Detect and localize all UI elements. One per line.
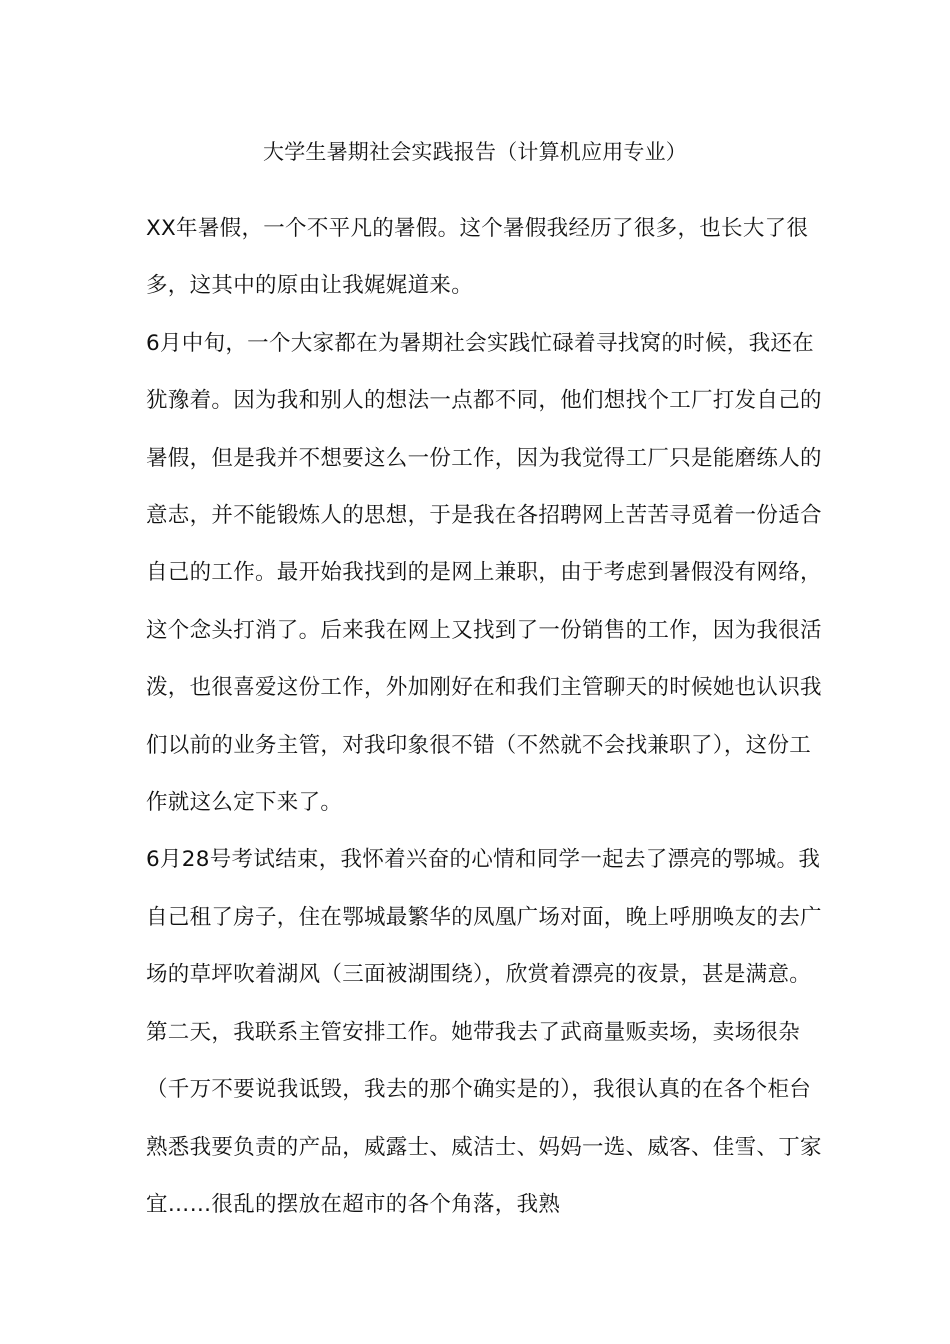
document-title: 大学生暑期社会实践报告（计算机应用专业）	[263, 140, 687, 164]
paragraph: XX年暑假，一个不平凡的暑假。这个暑假我经历了很多，也长大了很多，这其中的原由让我娓娓道来。	[146, 216, 809, 299]
paragraph: 6月28号考试结束，我怀着兴奋的心情和同学一起去了漂亮的鄂城。我自己租了房子，住在鄂城最繁华的凤凰广场对面，晚上呼朋唤友的去广场的草坪吹着湖风（三面被湖围绕），欣赏着漂亮的夜景，甚是满意。第二天，我联系主管安排工作。她带我去了武商量贩卖场，卖场很杂（千万不要说我诋毁，我去的那个确实是的），我很认真的在各个柜台熟悉我要负责的产品，威露士、威洁士、妈妈一选、威客、佳雪、丁家宜……很乱的摆放在超市的各个角落，我熟	[146, 847, 822, 1217]
paragraph: 6月中旬，一个大家都在为暑期社会实践忙碌着寻找窝的时候，我还在犹豫着。因为我和别人的想法一点都不同，他们想找个工厂打发自己的暑假，但是我并不想要这么一份工作，因为我觉得工厂只是能磨练人的意志，并不能锻炼人的思想，于是我在各招聘网上苦苦寻觅着一份适合自己的工作。最开始我找到的是网上兼职，由于考虑到暑假没有网络，这个念头打消了。后来我在网上又找到了一份销售的工作，因为我很活泼，也很喜爱这份工作，外加刚好在和我们主管聊天的时候她也认识我们以前的业务主管，对我印象很不错（不然就不会找兼职了），这份工作就这么定下来了。	[146, 330, 822, 816]
document-body	[146, 200, 826, 1233]
